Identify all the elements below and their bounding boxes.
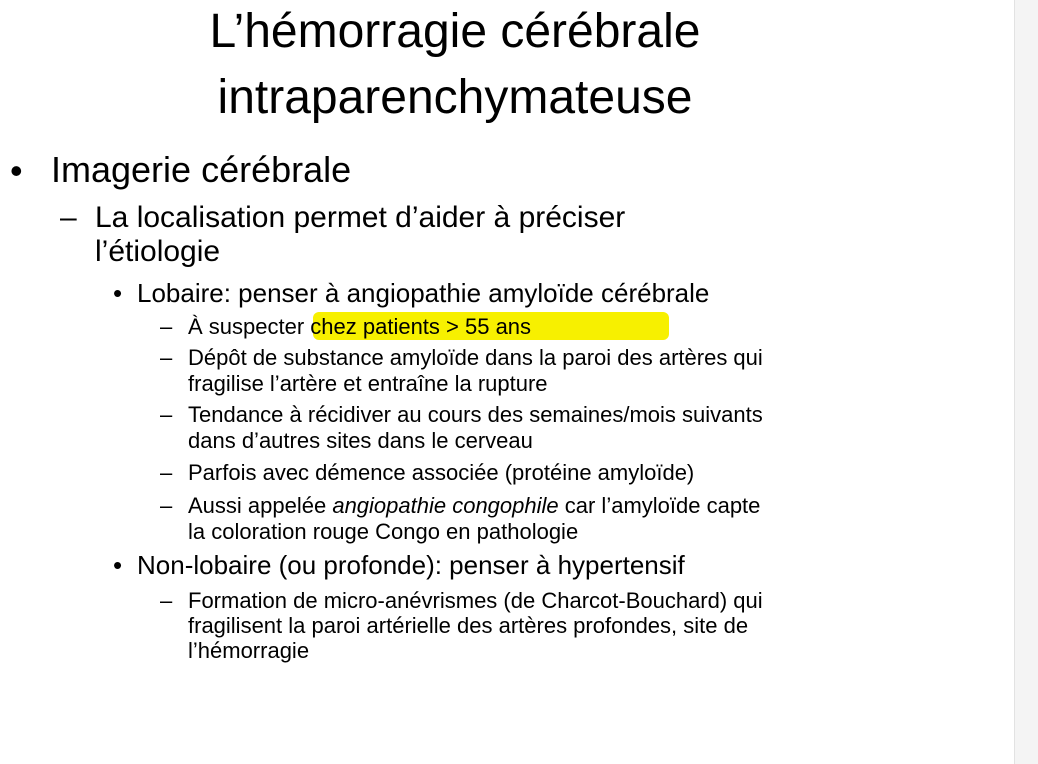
lobaire-item-4: Parfois avec démence associée (protéine amyloïde) [188,460,695,485]
dash-icon: – [160,460,173,485]
lobaire-item-5-post: car l’amyloïde capte [558,493,761,518]
dash-icon: – [160,314,173,339]
bullet-localisation-line-1: La localisation permet d’aider à préciser [95,201,626,234]
dash-icon: – [160,493,173,518]
lobaire-item-5-italic: angiopathie congophile [332,493,559,518]
dash-icon: – [160,345,173,370]
slide-title-line-1: L’hémorragie cérébrale [209,5,701,58]
lobaire-item-5-line-1 [188,495,760,517]
nonlobaire-item-1-line-1: Formation de micro-anévrismes (de Charcot-Bouchard) qui [188,588,763,613]
dash-icon: – [160,588,173,613]
bullet-lobaire: Lobaire: penser à angiopathie amyloïde cérébrale [137,278,710,308]
nonlobaire-item-1-line-2: fragilisent la paroi artérielle des artères profondes, site de [188,613,749,638]
bullet-dot-icon: • [113,550,123,580]
lobaire-item-3-line-2: dans d’autres sites dans le cerveau [188,428,533,453]
bullet-dot-icon: • [113,278,123,308]
lobaire-item-2-line-2: fragilise l’artère et entraîne la rupture [188,371,548,396]
lobaire-item-3-line-1: Tendance à récidiver au cours des semaines/mois suivants [188,402,763,427]
nonlobaire-item-1-line-3: l’hémorragie [188,638,310,663]
lobaire-item-5-line-2: la coloration rouge Congo en pathologie [188,519,579,544]
bullet-localisation-line-2: l’étiologie [95,235,221,268]
right-gutter [1014,0,1038,764]
lobaire-item-5-pre: Aussi appelée [188,493,333,518]
dash-icon: – [160,402,173,427]
bullet-imagerie: Imagerie cérébrale [51,149,352,190]
bullet-nonlobaire: Non-lobaire (ou profonde): penser à hypertensif [137,550,685,580]
lobaire-item-1: À suspecter chez patients > 55 ans [188,314,532,339]
dash-icon: – [60,201,77,234]
lobaire-item-2-line-1: Dépôt de substance amyloïde dans la paroi des artères qui [188,345,763,370]
slide-title-line-2: intraparenchymateuse [217,71,693,124]
bullet-dot-icon: • [10,150,23,191]
